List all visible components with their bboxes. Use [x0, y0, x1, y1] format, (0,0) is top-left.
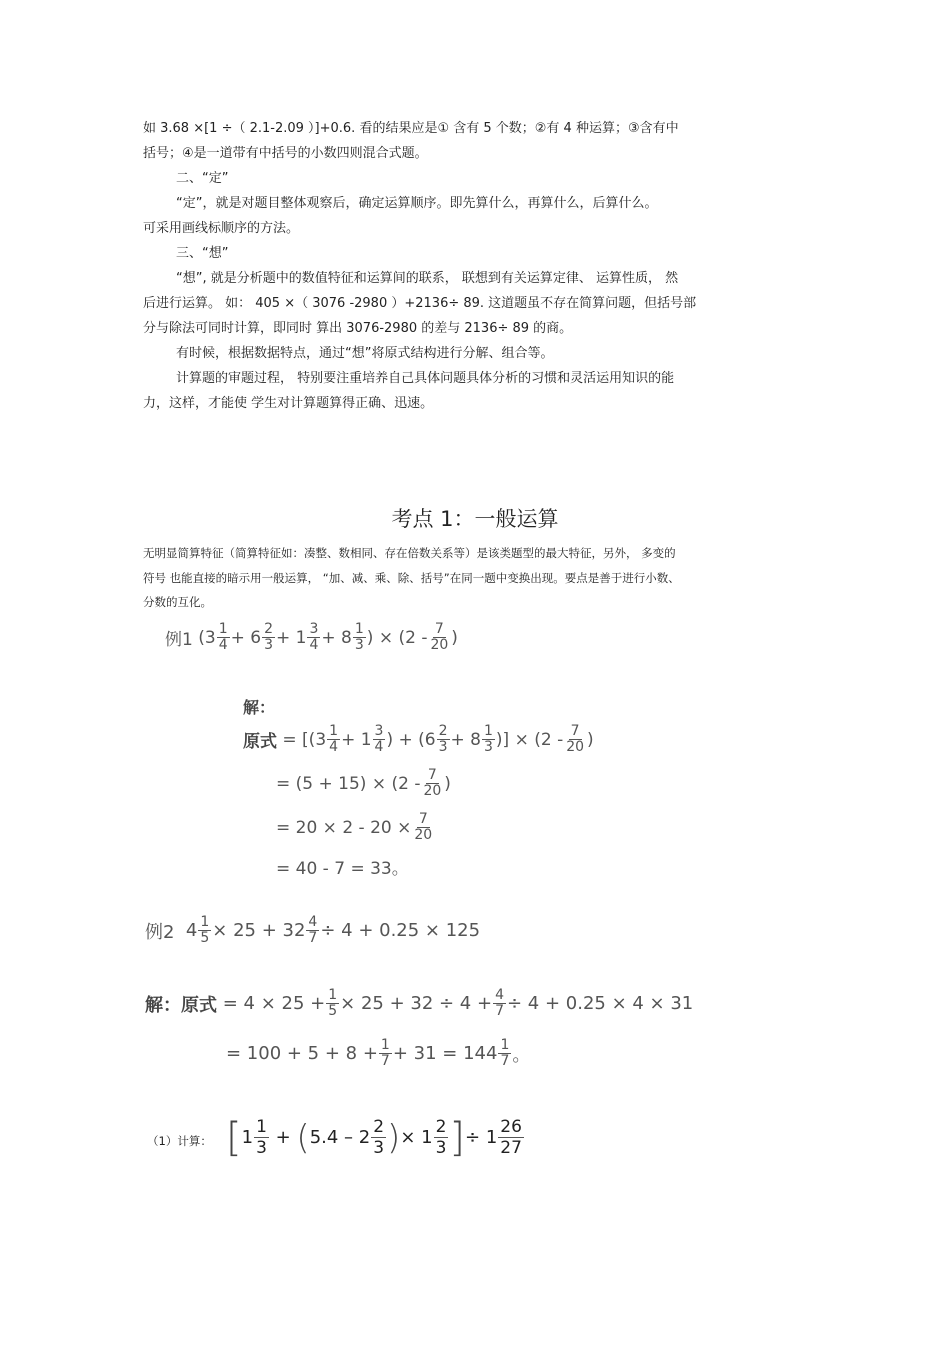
example-2-step-2: = 100 + 5 + 8 + $\frac{1}{7}$ + 31 = 144 $\frac{1}{7}$ 。: [226, 1037, 531, 1069]
section-3-line-3: 分与除法可同时计算，即同时 算出 3076-2980 的差与 2136÷ 89 的商。: [143, 321, 573, 336]
kaodian-title: 考点 1：一般运算: [391, 507, 559, 531]
section-3-line-2: 后进行运算。 如： 405 ×（ 3076 -2980 ）+2136÷ 89. 这道题虽不存在简算问题，但括号部: [143, 296, 697, 311]
example-1-label: 例1: [165, 630, 193, 650]
section-3-title: 三、“想”: [176, 246, 229, 261]
example-2-label: 例2: [145, 921, 175, 943]
question-1-expression: [ 1 $\frac{1}{3}$ + ( 5.4 – 2 $\frac{2}{3}$ ) × 1 $\frac{2}{3}$ ] ÷ 1 $\frac{26}{27}$: [226, 1114, 522, 1161]
intro-line-2: 括号；④是一道带有中括号的小数四则混合式题。: [143, 146, 428, 161]
section-2-line-2: 可采用画线标顺序的方法。: [143, 221, 300, 236]
kaodian-desc-3: 分数的互化。: [143, 595, 212, 609]
intro-line-1: 如 3.68 ×[1 ÷（ 2.1-2.09 ）]+0.6. 看的结果应是① 含有 5 个数；②有 4 种运算；③含有中: [143, 121, 679, 136]
example-1-problem: 例1 (3 $\frac{1}{4}$ + 6 $\frac{2}{3}$ + 1 $\frac{3}{4}$ + 8 $\frac{1}{3}$ ) × (2 - $\frac{7}{20}$ ): [165, 621, 458, 653]
section-3-line-5: 计算题的审题过程， 特别要注重培养自己具体问题具体分析的习惯和灵活运用知识的能: [176, 371, 675, 386]
kaodian-desc-1: 无明显简算特征（简算特征如：凑整、数相同、存在倍数关系等）是该类题型的最大特征，另外， 多变的: [143, 546, 676, 560]
section-2-title: 二、“定”: [176, 171, 229, 186]
section-3-line-4: 有时候，根据数据特点，通过“想”将原式结构进行分解、组合等。: [176, 346, 554, 361]
kaodian-desc-2: 符号 也能直接的暗示用一般运算， “加、减、乘、除、括号”在同一题中变换出现。要点是善于进行小数、: [143, 571, 680, 585]
example-1-step-4: = 40 - 7 = 33。: [276, 859, 409, 879]
period: 。: [512, 1044, 531, 1066]
example-1-step-1: 原式 = [(3 $\frac{1}{4}$ + 1 $\frac{3}{4}$ ) + (6 $\frac{2}{3}$ + 8 $\frac{1}{3}$ )] × (2 - $\frac{7}{20}$ ): [243, 723, 594, 755]
section-3-line-6: 力，这样，才能使 学生对计算题算得正确、迅速。: [143, 396, 434, 411]
original-expression-label: 原式: [243, 732, 277, 752]
section-3-line-1: “想”, 就是分析题中的数值特征和运算间的联系， 联想到有关运算定律、 运算性质， 然: [176, 271, 679, 286]
step-3-text: = 20 × 2 - 20 ×: [276, 817, 412, 838]
example-1-solution-label: 解：: [243, 698, 276, 717]
question-1-label: （1）计算：: [147, 1134, 212, 1148]
example-2-step-1: 解：原式 = 4 × 25 + $\frac{1}{5}$ × 25 + 32 ÷ 4 + $\frac{4}{7}$ ÷ 4 + 0.25 × 4 × 31: [145, 987, 694, 1019]
example-1-step-3: = 20 × 2 - 20 × $\frac{7}{20}$: [276, 811, 433, 843]
step-2-text: = (5 + 15) × (2 -: [276, 773, 421, 794]
section-2-line-1: “定”，就是对题目整体观察后，确定运算顺序。即先算什么，再算什么，后算什么。: [176, 196, 658, 211]
example-1-step-2: = (5 + 15) × (2 - $\frac{7}{20}$ ): [276, 767, 451, 799]
example-2-solution-label: 解：原式: [145, 994, 217, 1016]
example-2-problem: 例2 4 $\frac{1}{5}$ × 25 + 32 $\frac{4}{7}$ ÷ 4 + 0.25 × 125: [145, 914, 481, 946]
